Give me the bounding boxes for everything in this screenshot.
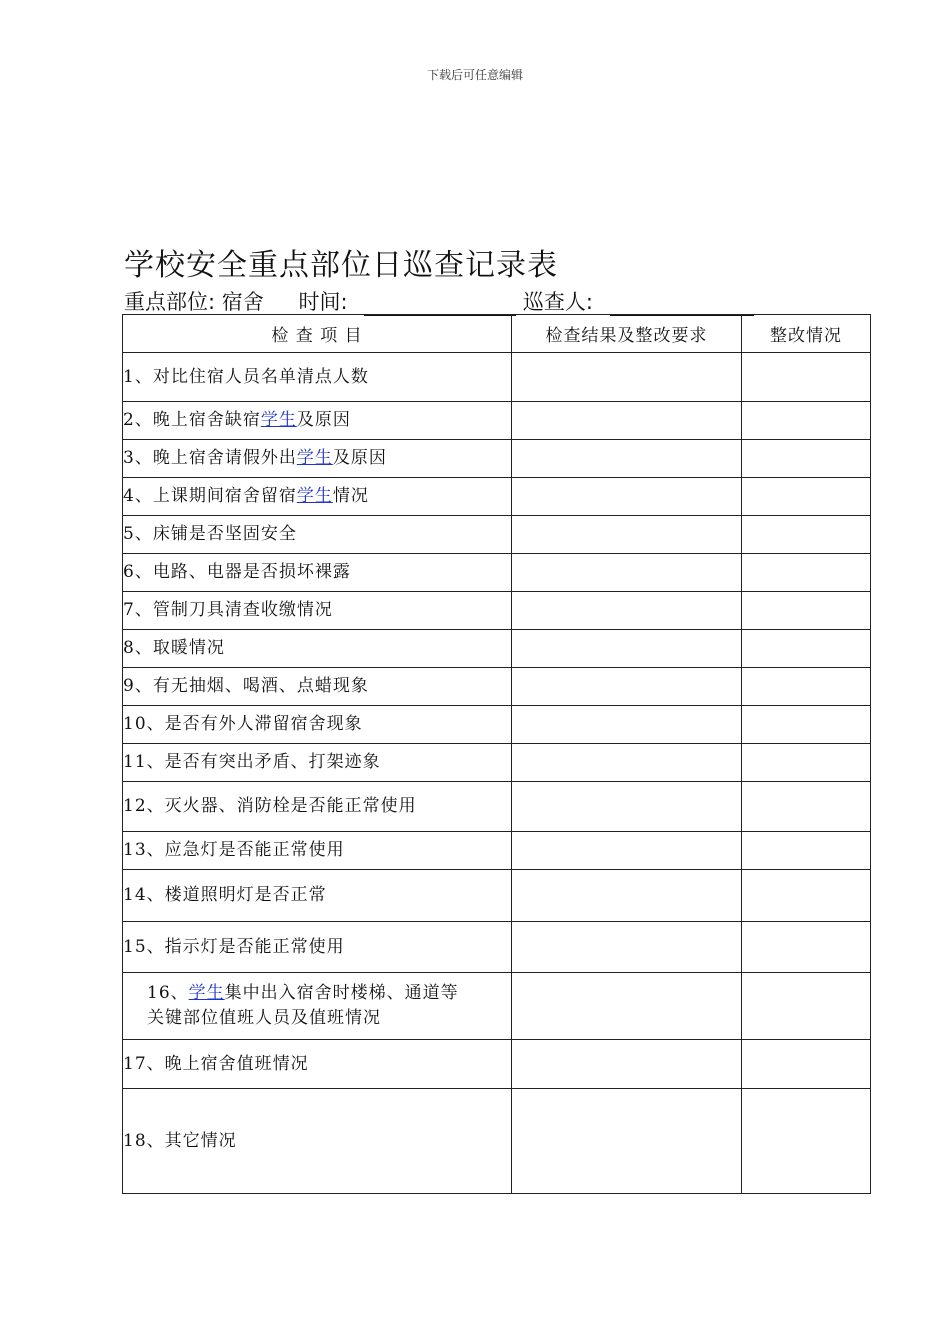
check-item-cell [123,744,512,782]
check-item-text: 14、楼道照明灯是否正常 [123,885,327,905]
check-item-text: 情况 [332,486,369,506]
check-result-cell[interactable] [512,516,742,554]
check-item-cell [123,440,512,478]
check-item-cell [123,478,512,516]
check-item-cell [123,973,512,1040]
check-result-cell[interactable] [512,782,742,832]
table-row [123,478,871,516]
time-label: 时间: [298,290,348,314]
check-result-cell[interactable] [512,402,742,440]
check-result-cell[interactable] [512,630,742,668]
check-item-text: 9、有无抽烟、喝酒、点蜡现象 [123,676,369,696]
check-item-text: 关键部位值班人员及值班情况 [147,1008,381,1028]
table-header-row [123,315,871,353]
table-row [123,870,871,922]
check-item-cell [123,554,512,592]
student-link[interactable]: 学生 [296,448,333,468]
check-result-cell[interactable] [512,353,742,402]
table-row [123,973,871,1040]
table-row [123,668,871,706]
inspector-label: 巡查人: [522,290,593,314]
inspection-table [122,314,871,1194]
header-check-result: 检查结果及整改要求 [512,315,742,353]
table-row [123,832,871,870]
table-row [123,402,871,440]
table-row [123,630,871,668]
rectify-status-cell[interactable] [742,922,871,973]
check-item-text: 4、上课期间宿舍留宿 [123,486,297,506]
check-item-text: 18、其它情况 [123,1130,237,1151]
table-row [123,592,871,630]
header-note: 下载后可任意编辑 [426,68,523,82]
check-item-cell [123,1089,512,1194]
rectify-status-cell[interactable] [742,630,871,668]
check-item-text: 5、床铺是否坚固安全 [123,524,297,544]
table-row [123,1089,871,1194]
check-result-cell[interactable] [512,870,742,922]
check-item-text: 16、 [147,983,189,1003]
check-item-text: 17、晚上宿舍值班情况 [123,1053,309,1074]
check-item-cell [123,402,512,440]
check-item-text: 15、指示灯是否能正常使用 [123,936,345,957]
check-item-cell [123,668,512,706]
check-result-cell[interactable] [512,744,742,782]
inspector-blank[interactable] [610,293,754,316]
check-item-text: 3、晚上宿舍请假外出 [123,448,297,468]
check-item-cell [123,353,512,402]
table-row [123,782,871,832]
check-item-text: 2、晚上宿舍缺宿 [123,410,261,430]
check-result-cell[interactable] [512,1040,742,1089]
table-row [123,744,871,782]
check-result-cell[interactable] [512,1089,742,1194]
table-row [123,516,871,554]
check-item-cell [123,630,512,668]
check-item-text: 及原因 [296,410,351,430]
check-result-cell[interactable] [512,832,742,870]
table-row [123,1040,871,1089]
rectify-status-cell[interactable] [742,1089,871,1194]
rectify-status-cell[interactable] [742,592,871,630]
check-item-text: 7、管制刀具清查收缴情况 [123,600,333,620]
rectify-status-cell[interactable] [742,973,871,1040]
table-row [123,922,871,973]
time-blank[interactable] [364,293,516,316]
header-check-item: 检 查 项 目 [123,315,512,353]
table-row [123,440,871,478]
rectify-status-cell[interactable] [742,440,871,478]
check-item-cell [123,922,512,973]
check-item-text: 11、是否有突出矛盾、打架迹象 [123,752,381,772]
rectify-status-cell[interactable] [742,516,871,554]
rectify-status-cell[interactable] [742,554,871,592]
location-value[interactable]: 宿舍 [222,290,292,315]
check-item-text: 6、电路、电器是否损坏裸露 [123,562,351,582]
check-item-text: 1、对比住宿人员名单清点人数 [123,366,369,387]
check-item-cell [123,706,512,744]
rectify-status-cell[interactable] [742,706,871,744]
rectify-status-cell[interactable] [742,668,871,706]
check-item-text: 12、灭火器、消防栓是否能正常使用 [123,796,417,816]
rectify-status-cell[interactable] [742,402,871,440]
check-item-cell [123,870,512,922]
check-result-cell[interactable] [512,706,742,744]
check-result-cell[interactable] [512,478,742,516]
check-result-cell[interactable] [512,668,742,706]
check-result-cell[interactable] [512,554,742,592]
check-item-cell [123,592,512,630]
rectify-status-cell[interactable] [742,870,871,922]
student-link[interactable]: 学生 [188,983,225,1003]
student-link[interactable]: 学生 [296,486,333,506]
check-item-cell [123,1040,512,1089]
header-rectify-status: 整改情况 [742,315,871,353]
student-link[interactable]: 学生 [260,410,297,430]
check-item-cell [123,832,512,870]
rectify-status-cell[interactable] [742,353,871,402]
table-row [123,353,871,402]
location-label: 重点部位: [124,290,216,314]
check-item-text: 集中出入宿舍时楼梯、通道等 [224,983,459,1003]
rectify-status-cell[interactable] [742,1040,871,1089]
rectify-status-cell[interactable] [742,744,871,782]
check-result-cell[interactable] [512,973,742,1040]
check-result-cell[interactable] [512,440,742,478]
info-line [124,286,754,316]
check-item-cell [123,782,512,832]
rectify-status-cell[interactable] [742,832,871,870]
check-item-text: 13、应急灯是否能正常使用 [123,840,345,860]
check-item-text: 及原因 [332,448,387,468]
check-result-cell[interactable] [512,592,742,630]
check-result-cell[interactable] [512,922,742,973]
check-item-cell [123,516,512,554]
document-title: 学校安全重点部位日巡查记录表 [124,248,558,283]
table-row [123,554,871,592]
rectify-status-cell[interactable] [742,782,871,832]
check-item-text: 10、是否有外人滞留宿舍现象 [123,714,363,734]
check-item-text: 8、取暖情况 [123,638,225,658]
table-row [123,706,871,744]
rectify-status-cell[interactable] [742,478,871,516]
